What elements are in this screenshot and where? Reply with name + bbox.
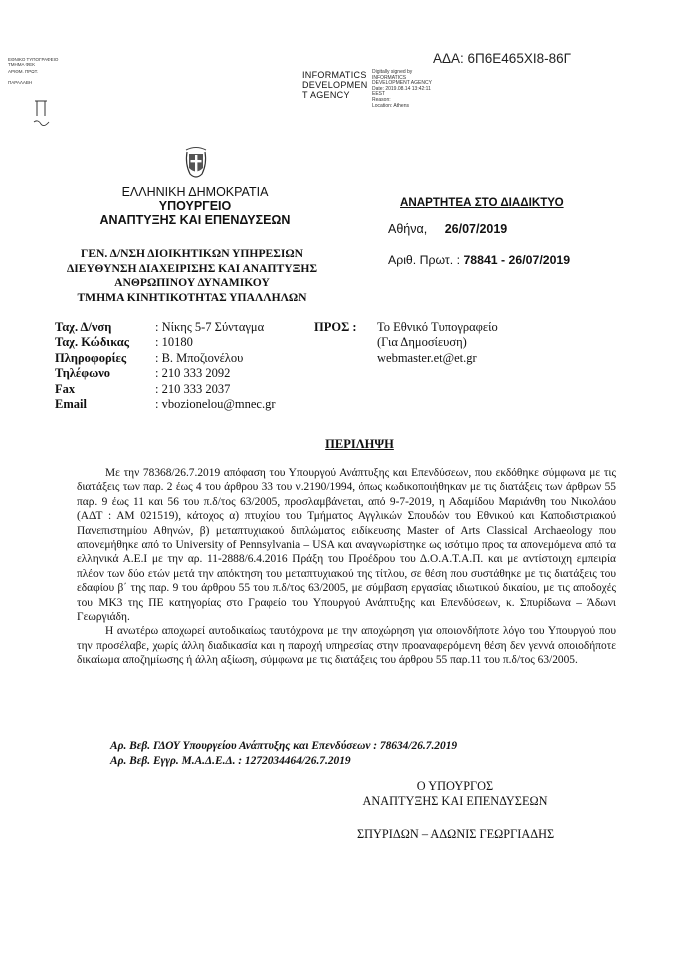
contact-label: Fax xyxy=(55,381,76,396)
contact-label: Ταχ. Δ/νση xyxy=(55,320,112,334)
contact-row xyxy=(55,320,315,335)
signature-detail: EEST xyxy=(372,91,386,98)
contact-label: Πληροφορίες xyxy=(55,350,127,365)
signatory-name: ΣΠΥΡΙΔΩΝ – ΑΔΩΝΙΣ ΓΕΩΡΓΙΑΔΗΣ xyxy=(357,827,555,841)
signature-detail: DEVELOPMENT AGENCY xyxy=(372,80,432,87)
references-block xyxy=(110,739,457,769)
stamp-line: ΑΡΙΘΜ. ΠΡΩΤ. xyxy=(8,69,39,74)
summary-title: ΠΕΡΙΛΗΨΗ xyxy=(325,437,394,451)
republic-title: ΕΛΛΗΝΙΚΗ ΔΗΜΟΚΡΑΤΙΑ xyxy=(121,185,269,199)
contact-value: : 210 333 2092 xyxy=(155,366,231,381)
stamp-pi-mark xyxy=(32,98,52,132)
reference-line: Αρ. Βεβ. ΓΔΟΥ Υπουργείου Ανάπτυξης και Επενδύσεων : 78634/26.7.2019 xyxy=(110,740,458,752)
protocol-label: Αριθ. Πρωτ. : xyxy=(388,253,461,267)
protocol-number xyxy=(388,253,570,267)
summary-paragraph: Με την 78368/26.7.2019 απόφαση του Υπουργού Ανάπτυξης και Επενδύσεων, που εκδόθηκε σύμφωνα με τις διατάξεις των παρ. 2 έως 4 του άρθρου 33 του ν.2190/1994, όπως κωδικοποιήθηκαν με τις διατάξεις των άρθρων 55 παρ. 9 έως 11 και 56 του π.δ/τος 63/2005, προσλαμβάνεται, από 9-7-2019, η Αδαμίδου Μαριάνθη του Νικολάου (ΑΔΤ : ΑΜ 021519), κάτοχος α) πτυχίου του Τμήματος Αγγλικών Σπουδών του Εθνικού και Καποδιστριακού Πανεπιστημίου Αθηνών, β) μεταπτυχιακού διπλώματος ειδίκευσης Master of Arts Classical Archaeology που απονεμήθηκε από το University of Pennsylvania – USA και αναγνωρίστηκε ως ισότιμο προς τα απονεμόμενα από τα ελληνικά Α.Ε.Ι με την αρ. 11-2888/6.4.2016 Πράξη του Προέδρου του Δ.Ο.Α.Τ.Α.Π. και με αντίστοιχη εμπειρία πλέον των δύο ετών μετά την απόκτηση του μεταπτυχιακού της τίτλου, σε θέση που συστάθηκε με τις διατάξεις του εδαφίου β΄ της παρ. 9 του άρθρου 55 του π.δ/τος 63/2005, με σύμβαση εργασίας ιδιωτικού δικαίου, με τις αποδοχές του ΜΚ3 της ΠΕ κατηγορίας στο Γραφείο του Υπουργού Ανάπτυξης και Επενδύσεων, κ. Σπυρίδωνα – Άδωνι Γεωργιάδη. xyxy=(77,467,616,624)
letterhead xyxy=(60,185,330,228)
division-line: ΔΙΕΥΘΥΝΣΗ ΔΙΑΧΕΙΡΙΣΗΣ ΚΑΙ ΑΝΑΠΤΥΞΗΣ xyxy=(66,261,318,275)
signature-detail: INFORMATICS xyxy=(372,74,407,81)
contact-email[interactable]: : vbozionelou@mnec.gr xyxy=(155,397,276,412)
internet-posting-notice: ΑΝΑΡΤΗΤΕΑ ΣΤΟ ΔΙΑΔΙΚΤΥΟ xyxy=(400,196,564,209)
signatory-role: Ο ΥΠΟΥΡΓΟΣ xyxy=(416,779,494,793)
signature-org-line: INFORMATICS xyxy=(302,70,367,80)
recipient-email[interactable]: webmaster.et@et.gr xyxy=(377,350,477,365)
contact-value: : 10180 xyxy=(155,335,193,350)
place-label: Αθήνα, xyxy=(388,222,428,236)
summary-paragraph: Η ανωτέρω αποχωρεί αυτοδικαίως ταυτόχρονα με την αποχώρηση για οποιονδήποτε λόγο του Υπουργού που την προσέλαβε, χωρίς άλλη διαδικασία και η παροχή υπηρεσίας στην προαναφερόμενη θέση δεν γεννά οποιοδήποτε δικαίωμα αποζημίωσης ή άλλη αξίωση, σύμφωνα με τις διατάξεις του άρθρου 55 παρ.11 του π.δ/τος 63/2005. xyxy=(77,625,616,667)
signature-detail: Reason: xyxy=(372,96,391,103)
contact-row xyxy=(55,382,315,397)
ministry-name: ΑΝΑΠΤΥΞΗΣ ΚΑΙ ΕΠΕΝΔΥΣΕΩΝ xyxy=(99,213,291,228)
contact-value: : Νίκης 5-7 Σύνταγμα xyxy=(155,320,265,334)
document-date xyxy=(388,222,507,236)
contact-row xyxy=(55,397,315,412)
digital-signature-org xyxy=(302,70,368,100)
signature-detail: Location: Athens xyxy=(372,102,409,109)
division-line: ΑΝΘΡΩΠΙΝΟΥ ΔΥΝΑΜΙΚΟΥ xyxy=(114,276,270,290)
recipient-block xyxy=(377,320,498,366)
contact-row xyxy=(55,335,315,350)
stamp-line: ΕΘΝΙΚΟ ΤΥΠΟΓΡΑΦΕΙΟ xyxy=(8,57,59,62)
coat-of-arms-emblem xyxy=(181,146,211,182)
date-value: 26/07/2019 xyxy=(444,222,508,236)
division-line: ΤΜΗΜΑ ΚΙΝΗΤΙΚΟΤΗΤΑΣ ΥΠΑΛΛΗΛΩΝ xyxy=(77,290,307,304)
contact-value: : 210 333 2037 xyxy=(155,381,231,396)
summary-body xyxy=(77,466,616,668)
registry-stamp xyxy=(8,57,78,85)
signatory-block xyxy=(330,779,580,810)
signature-org-line: DEVELOPMEN xyxy=(302,80,368,90)
contact-label: Τηλέφωνο xyxy=(55,366,111,381)
contact-label: Ταχ. Κώδικας xyxy=(55,335,130,350)
contact-row xyxy=(55,366,315,381)
recipient-line: Το Εθνικό Τυπογραφείο xyxy=(377,320,498,334)
ministry-label: ΥΠΟΥΡΓΕΙΟ xyxy=(158,199,232,214)
signature-org-line: T AGENCY xyxy=(302,90,350,100)
stamp-line: ΤΜΗΜΑ ΦΕΚ xyxy=(8,62,36,67)
signature-detail: Date: 2019.08.14 13:42:11 xyxy=(372,85,431,92)
signature-detail: Digitally signed by xyxy=(372,69,413,75)
reference-line: Αρ. Βεβ. Εγγρ. Μ.Α.Δ.Ε.Δ. : 1272034464/26.7.2019 xyxy=(110,755,351,767)
contact-value: : Β. Μποζιονέλου xyxy=(155,350,244,365)
stamp-line: ΠΑΡΑΛΑΒΗ xyxy=(8,80,33,85)
recipient-label: ΠΡΟΣ : xyxy=(314,320,357,334)
contact-block xyxy=(55,320,315,412)
signatory-ministry: ΑΝΑΠΤΥΞΗΣ ΚΑΙ ΕΠΕΝΔΥΣΕΩΝ xyxy=(362,794,548,809)
recipient-line: (Για Δημοσίευση) xyxy=(377,335,467,350)
protocol-value: 78841 - 26/07/2019 xyxy=(463,253,571,267)
division-block xyxy=(42,247,342,305)
digital-signature-details xyxy=(372,70,432,109)
ada-code: ΑΔΑ: 6Π6Ε465ΧΙ8-86Γ xyxy=(433,51,572,66)
contact-label: Email xyxy=(55,397,87,412)
contact-row xyxy=(55,351,315,366)
division-line: ΓΕΝ. Δ/ΝΣΗ ΔΙΟΙΚΗΤΙΚΩΝ ΥΠΗΡΕΣΙΩΝ xyxy=(80,247,304,260)
